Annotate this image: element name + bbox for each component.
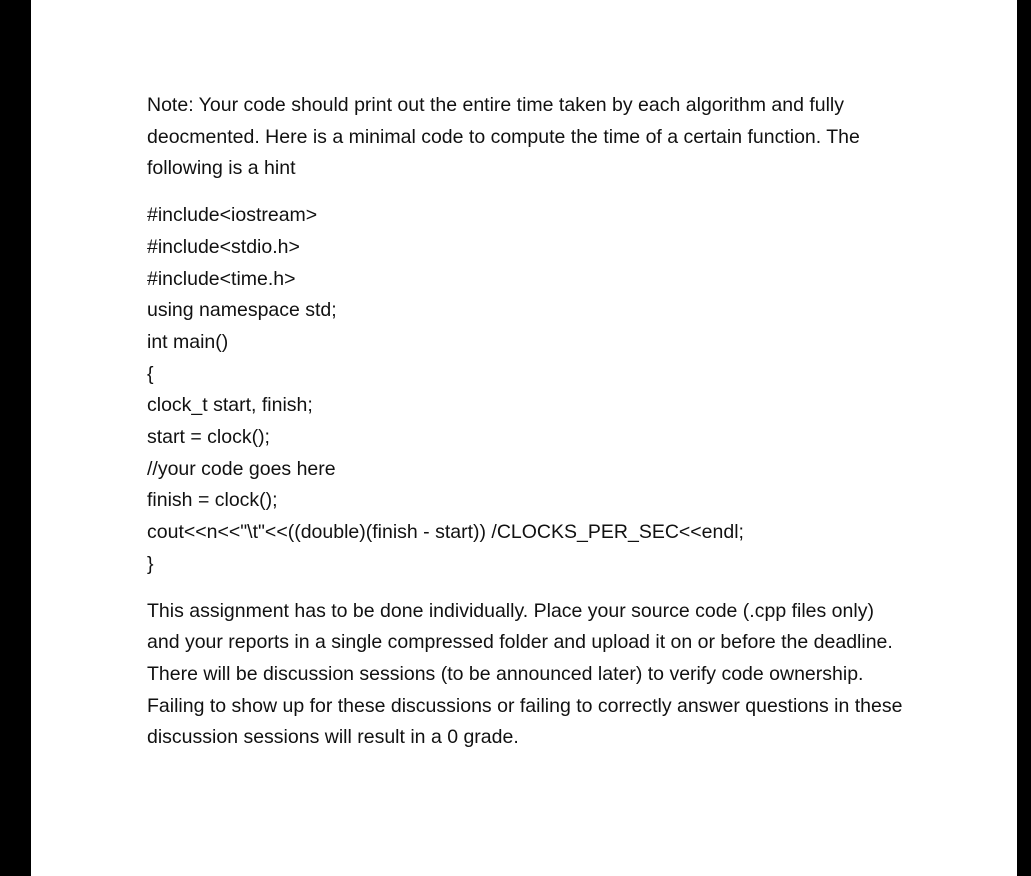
code-line: finish = clock(); <box>147 489 278 512</box>
code-line: //your code goes here <box>147 457 336 480</box>
code-line: cout<<n<<"\t"<<((double)(finish - start)) /CLOCKS_PER_SEC<<endl; <box>147 521 744 544</box>
code-line: int main() <box>147 330 229 353</box>
assignment-paragraph: This assignment has to be done individually. Place your source code (.cpp files only) and your reports in a single compressed folder and upload it on or before the deadline. There will be discussion sessions (to be announced later) to verify code ownership. Failing to show up for these discussions or failing to correctly answer questions in these discussion sessions will result in a 0 grade. <box>147 599 903 749</box>
code-line: { <box>147 362 154 385</box>
code-line: #include<iostream> <box>147 204 318 227</box>
code-line: #include<time.h> <box>147 267 296 290</box>
code-line: start = clock(); <box>147 426 270 449</box>
document-content <box>147 90 907 754</box>
code-line: clock_t start, finish; <box>147 394 313 417</box>
code-line: using namespace std; <box>147 299 337 322</box>
code-block <box>147 200 907 580</box>
document-page <box>31 0 1017 876</box>
note-paragraph: Note: Your code should print out the entire time taken by each algorithm and fully deocmented. Here is a minimal code to compute the time of a certain function. The following is a hint <box>147 94 860 180</box>
code-line: } <box>147 552 154 575</box>
code-line: #include<stdio.h> <box>147 235 300 258</box>
